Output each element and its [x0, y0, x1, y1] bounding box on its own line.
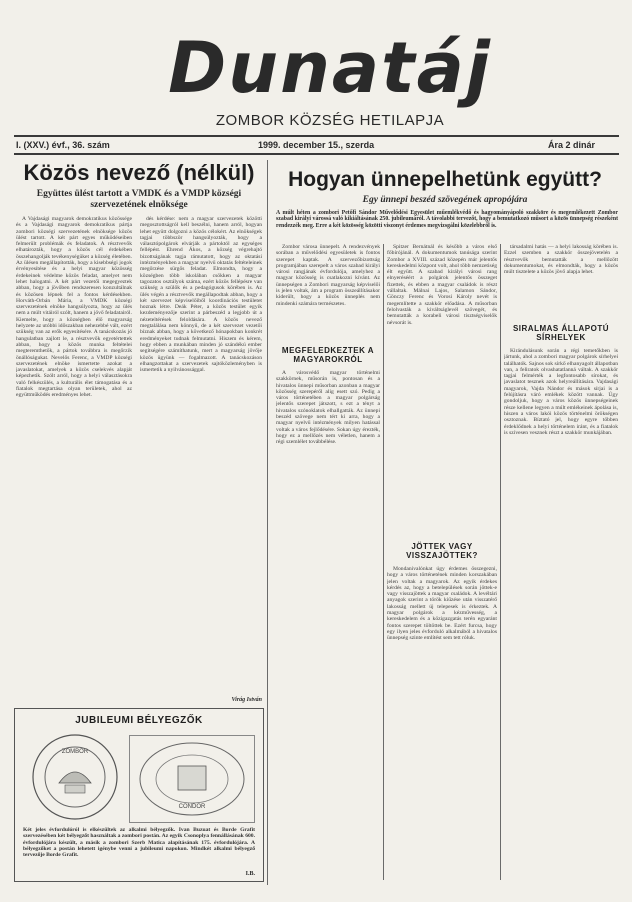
stamp-image-1: [29, 731, 121, 823]
stamp-image-2-frame: [129, 735, 255, 823]
right-column-divider-1: [383, 244, 384, 880]
right-article-column-3: [504, 244, 618, 316]
masthead-title: Dunatáj: [168, 27, 492, 109]
masthead-top-rule: [14, 135, 619, 137]
right-article-text-2: Spitzer Bernátnál és később a város első főbírójánál. A dokumentumok tanúsága szerint Zombor a XVIII. század közepén már jelentős kereskedelmi központ volt, ahol több nemzetiség élt együtt. A szabad királyi városi rang elnyeréséért a polgárok jelentős összeget fizettek, és ebben a magyar családok is részt vállaltak. Málnai Lajos, Salamon Sándor, Gönczy Ferenc és Vorosi Károly nevét is megemlítette a szakkör előadása. A műsorban felolvasták a kiváltságlevél szövegét, és bemutatták a korabeli városi tisztségviselők névsorát is.: [387, 244, 497, 326]
right-article-intro: A múlt héten a zombori Petőfi Sándor Művelődési Egyesület műemlékvédő és hagyományápoló szakköre és megemlékezett Zombor szabad királyi várossá való kikiáltásának 250. jubileumáról. A távolabbi tervezőt, hogy a bemutatkozó műsort a közös ünnepség részeként rendezzék meg. Erre a két közösség közötti viszonyt érdemes megvizsgálni közelebbről is.: [276, 210, 618, 229]
box-head-came: JÖTTEK VAGY VISSZAJÖTTEK?: [406, 542, 478, 560]
right-article-text-1: Zombor városa ünnepelt. A rendezvények sorában a művelődési egyesületek is fontos szerepet kaptak. A szervezőbizottság programjában szerepelt a város szabad királyi városi rangjának évfordulója, amelyhez a magyar közösség is csatlakozni kívánt. Az ünnepségen a Zombori magyarság képviselői is jelen voltak, ám a program összeállításakor kiderült, hogy a közös ünneplés nem mindenki számára természetes.: [276, 244, 380, 307]
right-article-text-1b: A városvédő magyar történelmi szakkörnek, műsorán is, pontosan és a hivatalos ünnepi műsorban azonban a magyar közösség szerepéről alig esett szó. Pedig a város történetében a magyar polgárság jelentős szerepet játszott, s ezt a tényt a hivatalos szónoklatok elhallgatták. Az ünnepi beszéd szövege nem tért ki arra, hogy a magyar nyelvű intézmények milyen hatással voltak a város fejlődésére. Sokan úgy érezték, hogy ez a mellőzés nem véletlen, hanem a régi szemlélet továbbélése.: [276, 370, 380, 446]
left-article-headline: Közös nevező (nélkül): [23, 160, 255, 185]
stamp-box-heading: JUBILEUMI BÉLYEGZŐK: [75, 715, 203, 726]
issue-price: Ára 2 dinár: [548, 140, 596, 150]
issue-date: 1999. december 15., szerda: [258, 140, 375, 150]
masthead-bottom-rule: [14, 153, 619, 155]
stamp-2-label: CONDOR: [178, 804, 206, 810]
stamp-byline: I.B.: [245, 871, 255, 877]
box-head-forgot: MEGFELEDKEZTEK A MAGYAROKRÓL: [281, 346, 375, 364]
left-article-text-1: A Vajdasági magyarok demokratikus közössége és a Vajdasági magyarok demokratikus pártja zombori községi szervezetének elnöksége közös ülést tartott. A két párt egyes működéseiben felmerült problémák és feladatok. A résztvevők elhatározták, hogy a közös cél érdekében összehangolják tevékenységüket a község életében. Az ülésen megállapították, hogy a kisebbségi jogok érvényesítése és a helyi magyar közösség érdekeinek védelme közös feladat, amelyet nem lehet halogatni. A két párt vezetői megegyeztek abban, hogy a jövőben rendszeresen konzultálnak és közösen lépnek fel a fontos kérdésekben. Horváth-Orbán Mária, a VMDK községi szervezetének elnöke hangsúlyozta, hogy az ülés nem a múlt vitáiról szólt, hanem a jövő feladatairól. Kiemelte, hogy a községben élő magyarság helyzete az utóbbi időszakban nehezebbé vált, ezért szükség van az erők egyesítésére. A tanácskozás jó hangulatban zajlott le, a résztvevők egyetértettek abban, hogy a közös munka feltételei megteremthetők, a pártok továbbra is megőrzik önállóságukat. Nevelős Ferenc, a VMDP községi szervezetének elnöke ismertette azokat a javaslatokat, amelyek a közös cselekvés alapját képezhetik. Szólt arról, hogy a helyi választásokra való felkészülés, a kulturális élet támogatása és a fiatalok megtartása olyan területek, ahol az együttműködés eredményes lehet.: [16, 216, 132, 399]
stamp-image-2: [130, 736, 254, 822]
left-article-deck: Együttes ülést tartott a VMDK és a VMDP községi szervezetének elnöksége: [36, 189, 242, 210]
masthead-subtitle: ZOMBOR KÖZSÉG HETILAPJA: [215, 112, 445, 129]
section-divider: [267, 160, 268, 885]
stamp-1-label: ZOMBOR: [61, 749, 89, 755]
left-article-byline: Virág István: [231, 697, 262, 703]
right-article-column-1b: [276, 370, 380, 880]
left-article-column-1: [16, 216, 132, 708]
right-article-text-2b: Mondanivalónkat úgy érdemes összegezni, hogy a város történetének minden korszakában jelen voltak a magyarok. Az egyik érdekes kérdés az, hogy a betelepülések során jöttek-e vagy visszajöttek a magyar családok. A levéltári anyagok szerint a török kiűzése után visszatérő lakosság mellett új telepesek is érkeztek. A magyar polgárok a kézművesség, a kereskedelem és a közigazgatás terén egyaránt fontos szerepet töltöttek be. Ezért furcsa, hogy egy ilyen jeles évforduló alkalmából a hivatalos ünnepség szinte említést sem tett róluk.: [387, 566, 497, 642]
right-article-column-2: [387, 244, 497, 536]
left-article-column-2: [140, 216, 262, 694]
right-article-text-3: társadalmi hatás — a helyi lakosság körében is. Ezzel szemben a szakkör összejövetelén a résztvevők bemutatták a mellőzött dokumentumokat, és elmondták, hogy a közös múlt tisztelete a közös jövő alapja lehet.: [504, 244, 618, 276]
right-article-headline: Hogyan ünnepelhetünk együtt?: [288, 168, 602, 191]
right-article-column-3b: [504, 348, 618, 880]
stamp-caption: Két jeles évfordulóról is elkészültek az alkalmi bélyegzők. Ivan Buzuat és Borde Grafit szervezésében két bélyegzőt használtak a zombori postán. Az egyik Csonoplya fennállásának 600. évfordulójára készült, a másik a zombori Szerb Matica alapításának 175. évfordulójára. A bélyegzőket a postán lehetett igénybe venni a jubileumi napokon. Mindkét alkalmi bélyegző tervezője Borde Grafit.: [23, 827, 255, 859]
right-column-divider-2: [500, 244, 501, 880]
right-article-deck: Egy ünnepi beszéd szövegének apropójára: [362, 195, 528, 205]
right-article-column-1: [276, 244, 380, 342]
left-article-text-2: dés kérdése: nem a magyar szervezetek közötti megosztottságról kell beszélni, hanem arról, hogyan lehet együtt dolgozni a közös célokért. Az elnökségek tagjai többször hangsúlyozták, hogy a választópolgárok elvárják a pártoktól az egységes fellépést. Ehrend Ákos, a község végrehajtó bizottságának tagja rámutatott, hogy az oktatási intézményekben a magyar nyelvű oktatás feltételeinek megőrzése sürgős feladat. Elmondta, hogy a községben több iskolában csökken a magyar tagozatos osztályok száma, ezért közös fellépésre van szükség a szülők és a pedagógusok körében is. Az ülés végén a résztvevők megállapodtak abban, hogy a két szervezet képviselőiből koordinációs testületet hoznak létre. Deák Péter, a közös testület egyik kezdeményezője szerint a párbeszéd a legjobb út a nézeteltérések feloldására. A közös nevező megtalálása nem könnyű, de a két szervezet vezetői bíznak abban, hogy a következő hónapokban konkrét eredményeket tudnak felmutatni. Hiszem és kérem, hogy ebben a munkában minden jó szándékú ember segítségére számíthatunk, mert a magyarság jövője közös ügyünk — fogalmazott. A tanácskozáson elhangzottakat a szervezetek sajtóközleményben is ismertetik a nyilvánossággal.: [140, 216, 262, 374]
stamp-box: [14, 708, 264, 882]
right-article-text-3b: Kirándulásunk során a régi temetőkben is jártunk, ahol a zombori magyar polgárok sírhelyei találhatók. Sajnos sok sírkő elhanyagolt állapotban van, a feliratok olvashatatlanná váltak. A szakkör tagjai felmérték a legfontosabb sírokat, és javaslatot tesznek azok helyreállítására. Vajdasági magyarok, Vajda Nándor és mások sírjai is a felújításra váró emlékek között vannak. Úgy gondoljuk, hogy a város közös ünnepségeinek része kellene legyen a múlt emlékeinek ápolása is, hiszen a város lakói közös történelmi örökségen osztoznak. Bíztató jel, hogy egyre többen érdeklődnek a helyi történelem iránt, és a fiatalok is szívesen vesznek részt a szakkör munkájában.: [504, 348, 618, 436]
box-head-graves: SIRALMAS ÁLLAPOTÚ SÍRHELYEK: [512, 324, 610, 342]
issue-volume: I. (XXV.) évf., 36. szám: [16, 140, 110, 150]
right-article-column-2b: [387, 566, 497, 880]
